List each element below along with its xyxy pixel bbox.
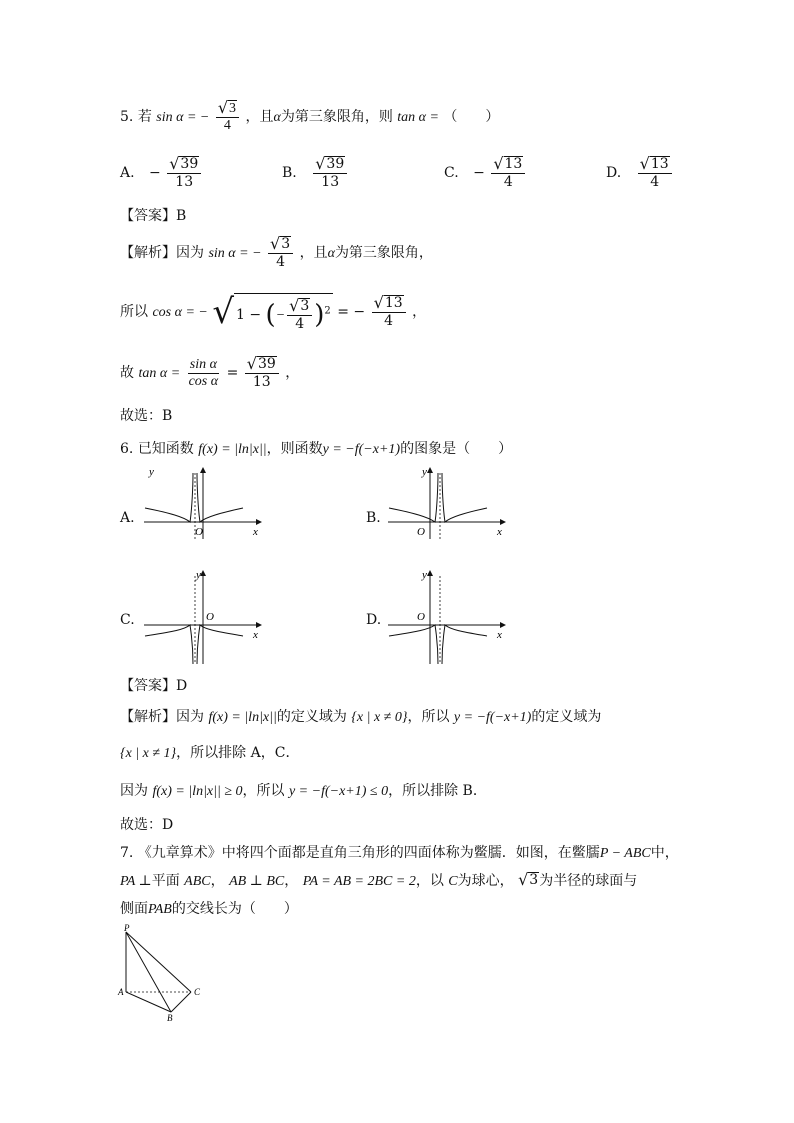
q5-option-a[interactable]: A. − √ 39 13 bbox=[120, 156, 203, 190]
x-label: x bbox=[253, 629, 258, 641]
x-axis-arrow bbox=[256, 622, 262, 628]
y-label: y bbox=[196, 569, 201, 581]
label-p: P bbox=[124, 923, 130, 933]
label-c: C bbox=[194, 987, 201, 997]
x-label: x bbox=[253, 526, 258, 538]
q6-analysis-line3: 因为 f(x) = |ln|x|| ≥ 0，所以 y = −f(−x+1) ≤ 0，所以排除 B． bbox=[120, 783, 487, 799]
origin-label: O bbox=[195, 526, 203, 538]
origin-label: O bbox=[417, 526, 425, 538]
q5-answer: 【答案】B bbox=[120, 208, 187, 224]
q6-choose: 故选：D bbox=[120, 817, 174, 833]
label-a: A bbox=[118, 987, 124, 997]
q5-stem: 5. 若 sin α = − √ 3 4 ，且α为第三象限角，则 tan α = （ ） bbox=[120, 98, 500, 133]
q7-tetrahedron-figure bbox=[116, 922, 206, 1022]
q6-graph-b[interactable] bbox=[384, 465, 509, 540]
curve-left bbox=[145, 625, 193, 664]
curve-right bbox=[197, 625, 243, 664]
q6-analysis-line1: 【解析】因为 f(x) = |ln|x||的定义域为 {x | x ≠ 0}，所以 y = −f(−x+1)的定义域为 bbox=[120, 709, 602, 725]
y-axis-arrow bbox=[427, 467, 433, 473]
q6-option-a-label[interactable]: A. bbox=[120, 510, 135, 526]
q5-frac-sqrt3-over-4: √ 3 4 bbox=[216, 100, 239, 134]
q6-option-c-label[interactable]: C. bbox=[120, 612, 135, 628]
curve-right bbox=[197, 473, 243, 522]
label-b: B bbox=[167, 1013, 173, 1022]
x-axis-arrow bbox=[500, 519, 506, 525]
curve-left bbox=[145, 473, 193, 522]
q6-stem: 6. 已知函数 f(x) = |ln|x||，则函数y = −f(−x+1)的图象是（ ） bbox=[120, 441, 513, 457]
origin-label: O bbox=[206, 611, 214, 623]
origin-label: O bbox=[417, 611, 425, 623]
q6-answer: 【答案】D bbox=[120, 678, 188, 694]
x-axis-arrow bbox=[256, 519, 262, 525]
q7-stem-line3: 侧面PAB的交线长为（ ） bbox=[120, 901, 298, 917]
q6-graph-c[interactable] bbox=[140, 568, 265, 668]
curve-right bbox=[442, 473, 487, 522]
q6-option-b-label[interactable]: B. bbox=[366, 510, 381, 526]
q7-stem-line2: PA ⊥平面 ABC， AB ⊥ BC， PA = AB = 2BC = 2，以 C为球心， √ 3 为半径的球面与 bbox=[120, 870, 638, 889]
q5-analysis-line1: 【解析】因为 sin α = − √ 3 4 ，且α为第三象限角， bbox=[120, 234, 433, 270]
y-axis-arrow bbox=[200, 467, 206, 473]
q5-analysis-line2: 所以 cos α = − √ 1 − (− √ 3 4 )$^2$ = − √ 13 4 ， bbox=[120, 292, 427, 332]
q5-option-b[interactable]: B. √ 39 13 bbox=[282, 156, 349, 190]
edge-ab bbox=[126, 992, 171, 1012]
x-label: x bbox=[497, 526, 502, 538]
q5-option-c[interactable]: C. − √ 13 4 bbox=[444, 156, 527, 190]
y-axis-arrow bbox=[427, 570, 433, 576]
curve-left bbox=[389, 473, 438, 522]
q6-graph-d[interactable] bbox=[384, 568, 509, 668]
curve-right bbox=[442, 625, 487, 664]
y-label: y bbox=[422, 466, 427, 478]
q5-number: 5. bbox=[120, 109, 134, 125]
y-label: y bbox=[422, 569, 427, 581]
x-label: x bbox=[497, 629, 502, 641]
x-axis-arrow bbox=[500, 622, 506, 628]
edge-pb bbox=[126, 932, 171, 1012]
q6-analysis-line2: {x | x ≠ 1}，所以排除 A，C． bbox=[120, 745, 300, 761]
q5-choose: 故选：B bbox=[120, 408, 173, 424]
q7-stem-line1: 7. 《九章算术》中将四个面都是直角三角形的四面体称为鳖臑．如图，在鳖臑P − ABC中， bbox=[120, 845, 679, 861]
q5-option-d[interactable]: D. √ 13 4 bbox=[606, 156, 674, 190]
q6-option-d-label[interactable]: D. bbox=[366, 612, 382, 628]
q5-analysis-line3: 故 tan α = $\frac{\text{sin α}}{\text{cos α}}$ = √ 39 13 ， bbox=[120, 354, 300, 390]
y-axis-arrow bbox=[200, 570, 206, 576]
y-label: y bbox=[149, 466, 154, 478]
edge-bc bbox=[171, 992, 191, 1012]
edge-pc bbox=[126, 932, 191, 992]
curve-left bbox=[389, 625, 438, 664]
q6-graph-a[interactable] bbox=[140, 465, 265, 540]
